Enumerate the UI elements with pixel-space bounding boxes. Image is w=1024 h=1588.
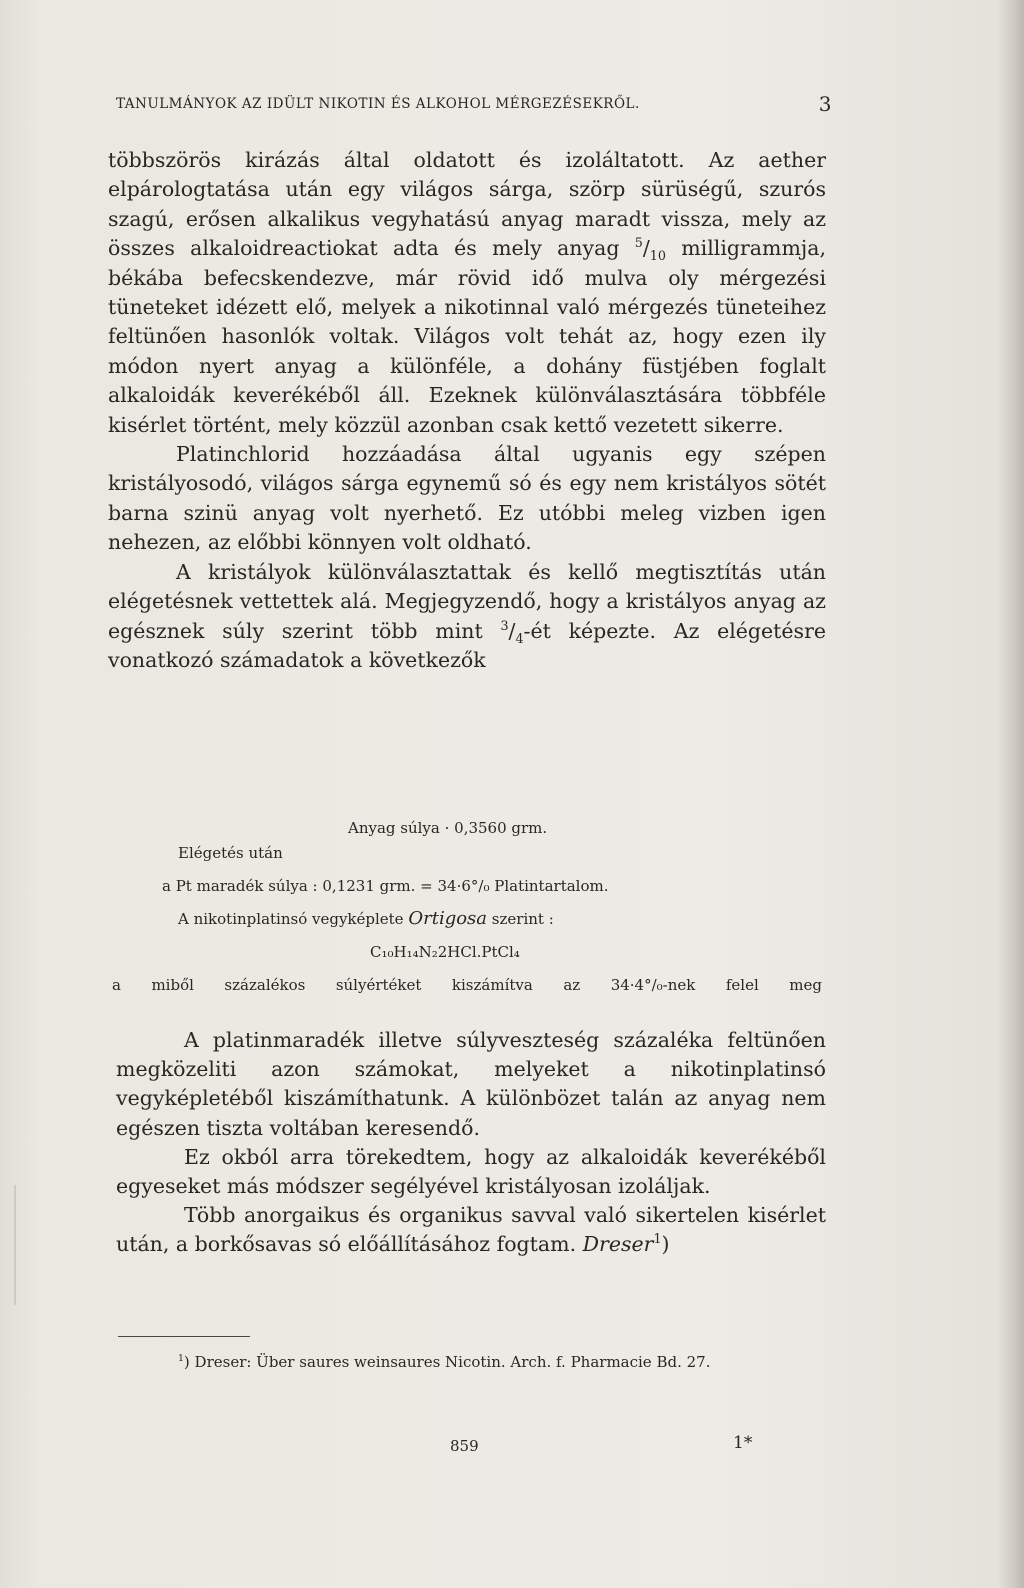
paragraph-3-part-a: A kristályok különválasztattak és kellő megtisztítás után elégetésnek vettettek alá. Megjegyzendő, hogy a kristályos anyag az egésznek súly szerint több mint [108,559,826,643]
page-number: 3 [818,92,832,116]
formula-intro-end: szerint : [487,910,554,928]
percent-line: a miből százalékos súlyértéket kiszámítva az 34·4°/₀-nek felel meg [112,976,822,994]
paragraph-6 [116,1201,826,1259]
scan-edge [998,0,1024,1588]
footnote-ref[interactable]: 1 [653,1231,662,1247]
main-text-continued [116,1026,826,1260]
running-title: TANULMÁNYOK AZ IDÜLT NIKOTIN ÉS ALKOHOL MÉRGEZÉSEKRŐL. [116,96,640,112]
paragraph-2: Platinchlorid hozzáadása által ugyanis egy szépen kristályosodó, világos sárga egynemű só és egy nem kristályos sötét barna szinü anyag volt nyerhető. Ez utóbbi meleg vizben igen nehezen, az előbbi könnyen volt oldható. [108,442,826,555]
paragraph-5: Ez okból arra törekedtem, hogy az alkaloidák keverékéből egyeseket más módszer segélyével kristályosan izoláljak. [116,1144,826,1199]
printer-signature: 859 [450,1437,479,1455]
paragraph-1 [108,146,826,440]
after-combustion-label: Elégetés után [178,844,283,862]
cited-author: Dreser [582,1232,654,1257]
fraction-five-tenths: $^5/_{10}$ [634,235,666,264]
fraction-denominator: 10 [649,248,666,264]
main-text [108,146,826,675]
running-header [116,92,832,116]
fraction-three-quarters: $^3/_4$ [500,617,524,646]
footnote-marker: 1 [178,1353,184,1364]
fraction-numerator: 5 [634,235,643,251]
paragraph-1-part-b: milligrammja, békába befecskendezve, már rövid idő mulva oly mérgezési tüneteket idézett elő, melyek a nikotinnal való mérgezés tüneteihez feltünően hasonlók voltak. Világos volt tehát az, hogy ezen ily módon nyert anyag a különféle, a dohány füstjében foglalt alkaloidák keverékéből áll. Ezeknek különválasztására többféle kisérlet történt, mely közzül azonban csak kettő vezetett sikerre. [108,236,826,437]
paragraph-6-part-b: ) [661,1232,670,1257]
chemical-formula: C₁₀H₁₄N₂2HCl.PtCl₄ [370,943,520,961]
fraction-denominator: 4 [515,630,524,646]
footnote-text: ) Dreser: Über saures weinsaures Nicotin. Arch. f. Pharmacie Bd. 27. [183,1353,711,1371]
margin-mark [14,1185,16,1305]
formula-intro-text: A nikotinplatinsó vegyképlete [178,910,409,928]
footnote-rule [118,1336,250,1337]
formula-author: Ortigosa [408,908,488,929]
paragraph-6-part-a: Több anorgaikus és organikus savval való sikertelen kisérlet után, a borkősavas só előállításához fogtam. [116,1203,826,1257]
paragraph-3 [108,558,826,676]
fraction-numerator: 3 [500,617,509,633]
paragraph-3-part-b: -ét képezte. Az elégetésre vonatkozó számadatok a következők [108,618,826,672]
footnote [118,1350,824,1374]
formula-intro [178,910,554,928]
platinum-residue-line: a Pt maradék súlya : 0,1231 grm. = 34·6°/₀ Platintartalom. [162,877,609,895]
sheet-mark: 1* [733,1433,753,1453]
sample-weight: Anyag súlya · 0,3560 grm. [348,819,548,837]
paragraph-1-part-a: többszörös kirázás által oldatott és izoláltatott. Az aether elpárologtatása után egy világos sárga, szörp sürüségű, szurós szagú, erősen alkalikus vegyhatású anyag maradt vissza, mely az összes alkaloidreactiokat adta és mely anyag [108,148,826,261]
paragraph-4: A platinmaradék illetve súlyveszteség százaléka feltünően megközeliti azon számokat, melyeket a nikotinplatinsó vegyképletéből kiszámíthatunk. A különbözet talán az anyag nem egészen tiszta voltában keresendő. [116,1028,826,1140]
